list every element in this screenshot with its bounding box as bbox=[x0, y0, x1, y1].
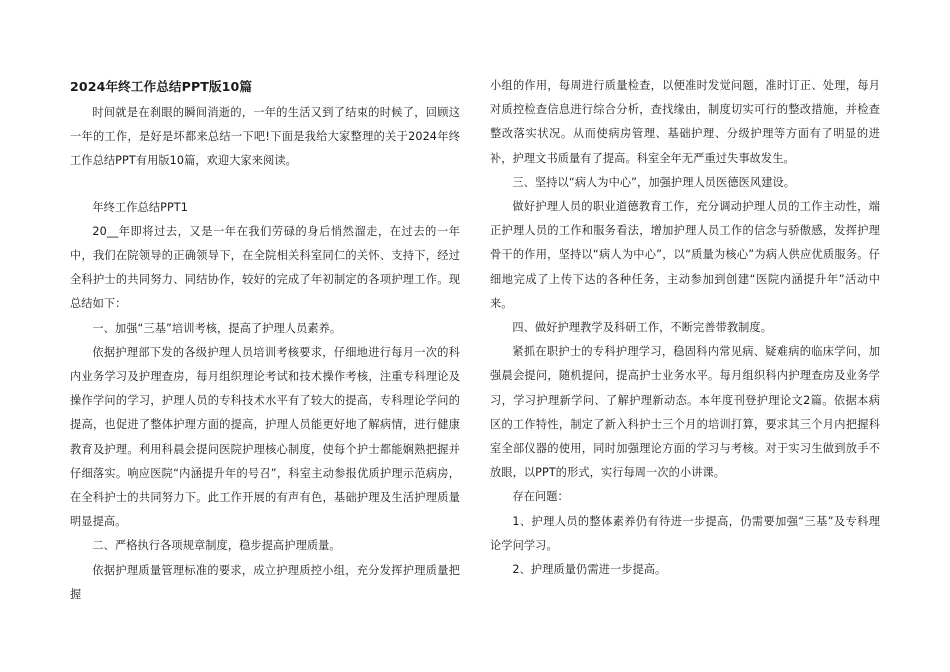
right-column bbox=[490, 74, 880, 582]
paragraph-two-continued: 小组的作用，每周进行质量检查，以便准时发觉问题，准时订正、处理，每月对质控检查信息进行综合分析，查找缘由，制度切实可行的整改措施，并检查整改落实状况。从而使病房管理、基础护理、分级护理等方面有了明显的进补，护理文书质量有了提高。科室全年无严重过失事故发生。 bbox=[490, 79, 880, 165]
heading-one: 一、加强“三基”培训考核，提高了护理人员素养。 bbox=[92, 321, 342, 335]
paragraph-two-start: 依据护理质量管理标准的要求，成立护理质控小组，充分发挥护理质量把握 bbox=[70, 563, 460, 601]
section-title-ppt1: 年终工作总结PPT1 bbox=[92, 200, 188, 214]
document-title: 2024年终工作总结PPT版10篇 bbox=[70, 79, 253, 94]
left-column bbox=[70, 76, 460, 607]
intro-paragraph: 时间就是在刹眼的瞬间消逝的，一年的生活又到了结束的时候了，回顾这一年的工作，是好是坏都来总结一下吧!下面是我给大家整理的关于2024年终工作总结PPT有用版10篇，欢迎大家来阅读。 bbox=[70, 106, 460, 168]
heading-four: 四、做好护理教学及科研工作，不断完善带教制度。 bbox=[512, 321, 773, 335]
heading-three: 三、坚持以“病人为中心”，加强护理人员医德医风建设。 bbox=[512, 175, 796, 189]
paragraph-three: 做好护理人员的职业道德教育工作，充分调动护理人员的工作主动性，端正护理人员的工作和服务看法，增加护理人员工作的信念与骄傲感，发挥护理骨干的作用，坚持以“病人为中心”，以“质量为核心”为病人供应优质服务。仔细地完成了上传下达的各种任务，主动参加到创建“医院内涵提升年”活动中来。 bbox=[490, 200, 880, 310]
problem-item-1: 1、护理人员的整体素养仍有待进一步提高，仍需要加强“三基”及专科理论学问学习。 bbox=[490, 514, 880, 552]
heading-two: 二、严格执行各项规章制度，稳步提高护理质量。 bbox=[92, 539, 341, 553]
paragraph-one: 依据护理部下发的各级护理人员培训考核要求，仔细地进行每月一次的科内业务学习及护理查房，每月组织理论考试和技术操作考核，注重专科理论及操作学问的学习，护理人员的专科技术水平有了较大的提高，专科理论学问的提高，也促进了整体护理方面的提高，护理人员能更好地了解病情，进行健康教育及护理。利用科晨会提问医院护理核心制度，使每个护士都能娴熟把握并仔细落实。响应医院“内涵提升年的号召”，科室主动参报优质护理示范病房，在全科护士的共同努力下。此工作开展的有声有色，基础护理及生活护理质量明显提高。 bbox=[70, 345, 460, 529]
problems-heading: 存在问题： bbox=[512, 490, 569, 504]
problem-item-2: 2、护理质量仍需进一步提高。 bbox=[512, 563, 667, 577]
opening-paragraph: 20__年即将过去，又是一年在我们劳碌的身后悄然溜走，在过去的一年中，我们在院领导的正确领导下，在全院相关科室同仁的关怀、支持下，经过全科护士的共同努力、同结协作，较好的完成了年初制定的各项护理工作。现总结如下： bbox=[70, 224, 460, 311]
paragraph-four: 紧抓在职护士的专科护理学习，稳固科内常见病、疑难病的临床学问，加强晨会提问，随机提问，提高护士业务水平。每月组织科内护理查房及业务学习，学习护理新学问、了解护理新动态。本年度刊登护理论文2篇。依据本病区的工作特性，制定了新入科护士三个月的培训打算，要求其三个月内把握科室全部仪器的使用，同时加强理论方面的学习与考核。对于实习生做到放手不放眼，以PPT的形式，实行每周一次的小讲课。 bbox=[490, 345, 880, 480]
